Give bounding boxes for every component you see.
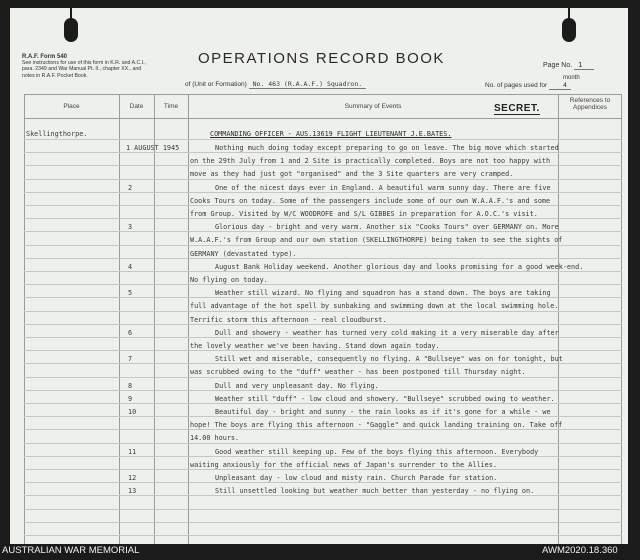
commanding-officer-line: COMMANDING OFFICER - AUS.13619 FLIGHT LIEUTENANT J.E.BATES. [210, 130, 452, 138]
pages-used-value: 4 [549, 81, 571, 90]
page-number-label: Page No. [543, 62, 573, 69]
entry-date: 5 [128, 289, 133, 298]
entry-text-line: the lovely weather we've been having. Stand down again today. [190, 342, 440, 350]
entry-text-line: on the 29th July from 1 and 2 Site is practically completed. Boys are not too happy with [190, 157, 551, 166]
entry-date: 8 [128, 381, 133, 390]
entry-text-line: hope! The boys are flying this afternoon - "Gaggle" and quick landing training on. Take off [190, 421, 563, 430]
row-ruling [24, 297, 622, 298]
column-header-date: Date [129, 103, 144, 110]
entry-text-line: was scrubbed owing to the "duff" weather - has been postponed till Thursday night. [190, 368, 526, 377]
row-ruling [24, 179, 622, 180]
row-ruling [24, 165, 622, 166]
entry-text-line: Weather still "duff" - low cloud and showery. "Bullseye" scrubbed owing to weather. [215, 394, 555, 403]
entry-text-line: Terrific storm this afternoon - real cloudburst. [190, 315, 387, 324]
entry-date: 11 [128, 447, 137, 456]
entry-text-line: Weather still wizard. No flying and squadron has a stand down. The boys are taking [215, 289, 551, 298]
column-header-time: Time [163, 103, 179, 110]
row-ruling [24, 271, 622, 272]
pages-used-label: No. of pages used for [485, 82, 548, 89]
form-instruction: See instructions for use of this form in K.R. and A.C.I., [22, 60, 146, 67]
form-instruction: para. 2349 and War Manual Pt. II., chapter XX., and [22, 66, 142, 73]
unit-label: of (Unit or Formation) [185, 81, 247, 88]
column-header-references: References to Appendices [569, 97, 611, 111]
entry-date: 13 [128, 487, 137, 496]
month-label: month [563, 75, 580, 81]
entry-date: 7 [128, 355, 133, 364]
place-entry: Skellingthorpe. [26, 130, 88, 138]
entry-date: 10 [128, 408, 137, 416]
entry-date: 9 [128, 394, 133, 403]
entry-text-line: 14.00 hours. [190, 434, 240, 443]
entry-text-line: Cooks Tours on today. Some of the passengers include some of our own W.A.A.F.'s and some [190, 196, 551, 205]
entry-text-line: Still unsettled looking but weather much better than yesterday - no flying on. [215, 487, 535, 496]
row-ruling [24, 258, 622, 259]
entry-text-line: Good weather still keeping up. Few of the boys flying this afternoon. Everybody [215, 447, 539, 456]
entry-date: 6 [128, 328, 133, 337]
row-ruling [24, 350, 622, 351]
entry-text-line: No flying on today. [190, 276, 268, 284]
form-number: R.A.F. Form 540 [22, 54, 68, 60]
row-ruling [24, 456, 622, 457]
column-header-summary: Summary of Events [344, 103, 402, 110]
row-ruling [24, 311, 622, 312]
row-ruling [24, 535, 622, 536]
entry-text-line: Nothing much doing today except preparing to go on leave. The big move which started [215, 144, 559, 152]
row-ruling [24, 324, 622, 325]
entry-date: 12 [128, 474, 137, 482]
entry-text-line: Beautiful day - bright and sunny - the rain looks as if it's gone for a while - we [215, 408, 551, 416]
entry-text-line: August Bank Holiday weekend. Another glorious day and looks promising for a good week-end. [215, 262, 584, 271]
unit-line [185, 80, 366, 88]
row-ruling [24, 231, 622, 232]
row-ruling [24, 139, 622, 140]
row-ruling [24, 390, 622, 391]
record-table [24, 94, 622, 544]
footer-credit: AUSTRALIAN WAR MEMORIAL [2, 545, 140, 556]
entry-text-line: W.A.A.F.'s from Group and our own station (SKELLINGTHORPE) being taken to see the sights of [190, 236, 563, 245]
entry-text-line: full advantage of the hot spell by sunbaking and swimming down at the local swimming hole. [190, 302, 559, 311]
row-ruling [24, 363, 622, 364]
entry-text-line: GERMANY (devastated type). [190, 249, 297, 258]
entry-text-line: Dull and showery - weather has turned very cold making it a very miserable day after [215, 328, 559, 337]
form-info [22, 54, 146, 79]
pages-used [485, 81, 571, 89]
entry-text-line: Dull and very unpleasant day. No flying. [215, 381, 379, 390]
row-ruling [24, 429, 622, 430]
row-ruling [24, 509, 622, 510]
row-ruling [24, 443, 622, 444]
row-ruling [24, 205, 622, 206]
entry-date: 3 [128, 223, 133, 232]
entry-date: 2 [128, 183, 133, 192]
row-ruling [24, 403, 622, 404]
column-header-place: Place [63, 103, 80, 110]
page-title: OPERATIONS RECORD BOOK [198, 50, 445, 67]
row-ruling [24, 377, 622, 378]
page-number-value: 1 [574, 61, 594, 70]
entry-text-line: Still wet and miserable, consequently no flying. A "Bullseye" was on for tonight, but [215, 355, 563, 364]
row-ruling [24, 495, 622, 496]
binder-hole-left [64, 18, 78, 42]
row-ruling [24, 284, 622, 285]
entry-date: 4 [128, 262, 133, 271]
row-ruling [24, 522, 622, 523]
footer-accession: AWM2020.18.360 [542, 545, 618, 556]
row-ruling [24, 152, 622, 153]
row-ruling [24, 337, 622, 338]
row-ruling [24, 469, 622, 470]
entry-text-line: waiting anxiously for the official news of Japan's surrender to the Allies. [190, 460, 497, 469]
binder-hole-right [562, 18, 576, 42]
secret-stamp: SECRET. [494, 103, 540, 114]
entry-text-line: from Group. Visited by W/C WOODROFE and S/L GIBBES in preparation for A.O.C.'s visit. [190, 210, 538, 218]
row-ruling [24, 482, 622, 483]
row-ruling [24, 416, 622, 417]
entry-text-line: Glorious day - bright and very warm. Another six "Cooks Tours" over GERMANY on. More [215, 223, 559, 232]
row-ruling [24, 245, 622, 246]
row-ruling [24, 218, 622, 219]
entry-text-line: One of the nicest days ever in England. A beautiful warm sunny day. There are five [215, 183, 551, 192]
unit-value: No. 463 (R.A.A.F.) Squadron. [249, 80, 367, 89]
row-ruling [24, 192, 622, 193]
record-sheet [10, 8, 628, 544]
page-number [543, 61, 594, 69]
entry-text-line: Unpleasant day - low cloud and misty rain. Church Parade for station. [215, 474, 498, 482]
entry-text-line: move as they had just got "organised" and the 3 Site quarters are very cramped. [190, 170, 514, 179]
form-instruction: notes in R.A.F. Pocket Book. [22, 72, 88, 79]
entry-date: 1 AUGUST 1945 [126, 144, 180, 152]
